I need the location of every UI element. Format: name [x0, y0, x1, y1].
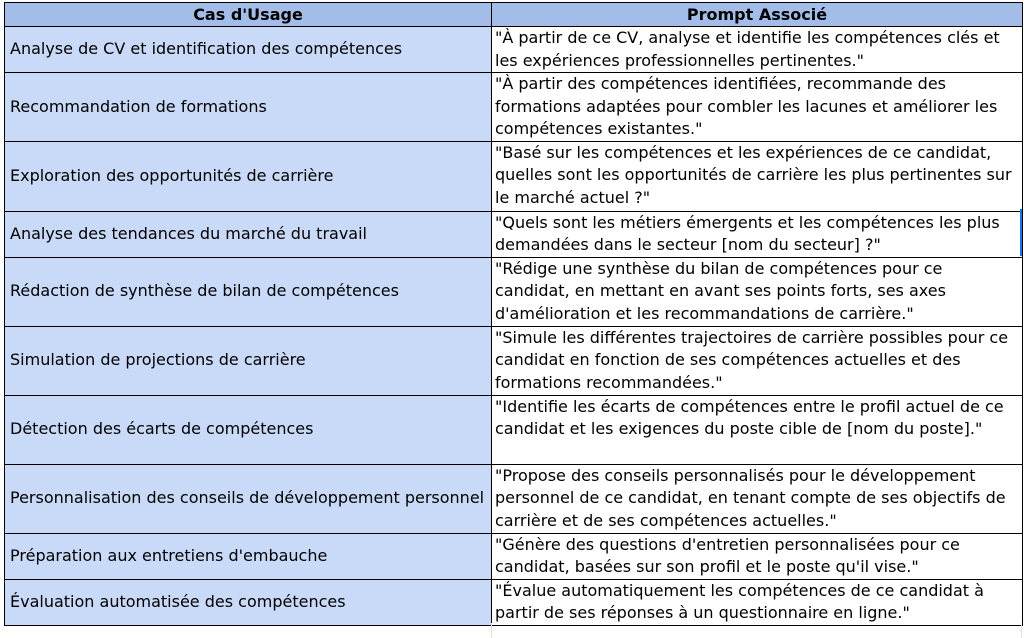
use-case-cell[interactable]: Analyse de CV et identification des compétences	[5, 27, 492, 73]
prompt-cell[interactable]: "Génère des questions d'entretien personnalisées pour ce candidat, basées sur son profil et le poste qu'il vise."	[492, 533, 1023, 579]
table-row	[5, 326, 1023, 395]
prompt-cell[interactable]: "Identifie les écarts de compétences entre le profil actuel de ce candidat et les exigences du poste cible de [nom du poste]."	[492, 395, 1023, 464]
table-row	[5, 141, 1023, 211]
prompt-cell[interactable]: "Rédige une synthèse du bilan de compétences pour ce candidat, en mettant en avant ses points forts, ses axes d'amélioration et les recommandations de carrière."	[492, 257, 1023, 326]
use-case-cell[interactable]: Rédaction de synthèse de bilan de compétences	[5, 257, 492, 326]
empty-cell[interactable]	[4, 623, 492, 638]
use-case-cell[interactable]: Analyse des tendances du marché du travail	[5, 211, 492, 257]
prompt-cell[interactable]: "Évalue automatiquement les compétences de ce candidat à partir de ses réponses à un questionnaire en ligne."	[492, 579, 1023, 625]
use-case-cell[interactable]: Détection des écarts de compétences	[5, 395, 492, 464]
table-row	[5, 257, 1023, 326]
table-row	[5, 533, 1023, 579]
prompt-cell[interactable]: "À partir des compétences identifiées, recommande des formations adaptées pour combler les lacunes et améliorer les compétences existantes."	[492, 73, 1023, 142]
header-cell-prompt[interactable]: Prompt Associé	[492, 3, 1023, 27]
table-row	[5, 27, 1023, 73]
table-row	[5, 464, 1023, 533]
empty-row	[4, 623, 1022, 638]
use-case-cell[interactable]: Préparation aux entretiens d'embauche	[5, 533, 492, 579]
prompt-cell[interactable]: "Simule les différentes trajectoires de carrière possibles pour ce candidat en fonction de ses compétences actuelles et des formations recommandées."	[492, 326, 1023, 395]
prompt-cell[interactable]: "Propose des conseils personnalisés pour le développement personnel de ce candidat, en tenant compte de ses objectifs de carrière et de ses compétences actuelles."	[492, 464, 1023, 533]
table-row	[5, 395, 1023, 464]
use-case-cell[interactable]: Évaluation automatisée des compétences	[5, 579, 492, 625]
header-row	[5, 3, 1023, 27]
prompt-table	[4, 2, 1023, 626]
selection-indicator	[1020, 209, 1022, 256]
table-row	[5, 211, 1023, 257]
table-row	[5, 579, 1023, 625]
use-case-cell[interactable]: Exploration des opportunités de carrière	[5, 141, 492, 211]
prompt-cell[interactable]: "Basé sur les compétences et les expériences de ce candidat, quelles sont les opportunités de carrière les plus pertinentes sur le marché actuel ?"	[492, 141, 1023, 211]
table-row	[5, 73, 1023, 142]
use-case-cell[interactable]: Personnalisation des conseils de développement personnel	[5, 464, 492, 533]
prompt-cell[interactable]: "À partir de ce CV, analyse et identifie les compétences clés et les expériences professionnelles pertinentes."	[492, 27, 1023, 73]
header-cell-use-case[interactable]: Cas d'Usage	[5, 3, 492, 27]
empty-cell[interactable]	[492, 623, 1022, 638]
prompt-cell[interactable]: "Quels sont les métiers émergents et les compétences les plus demandées dans le secteur [nom du secteur] ?"	[492, 211, 1023, 257]
use-case-cell[interactable]: Simulation de projections de carrière	[5, 326, 492, 395]
use-case-cell[interactable]: Recommandation de formations	[5, 73, 492, 142]
